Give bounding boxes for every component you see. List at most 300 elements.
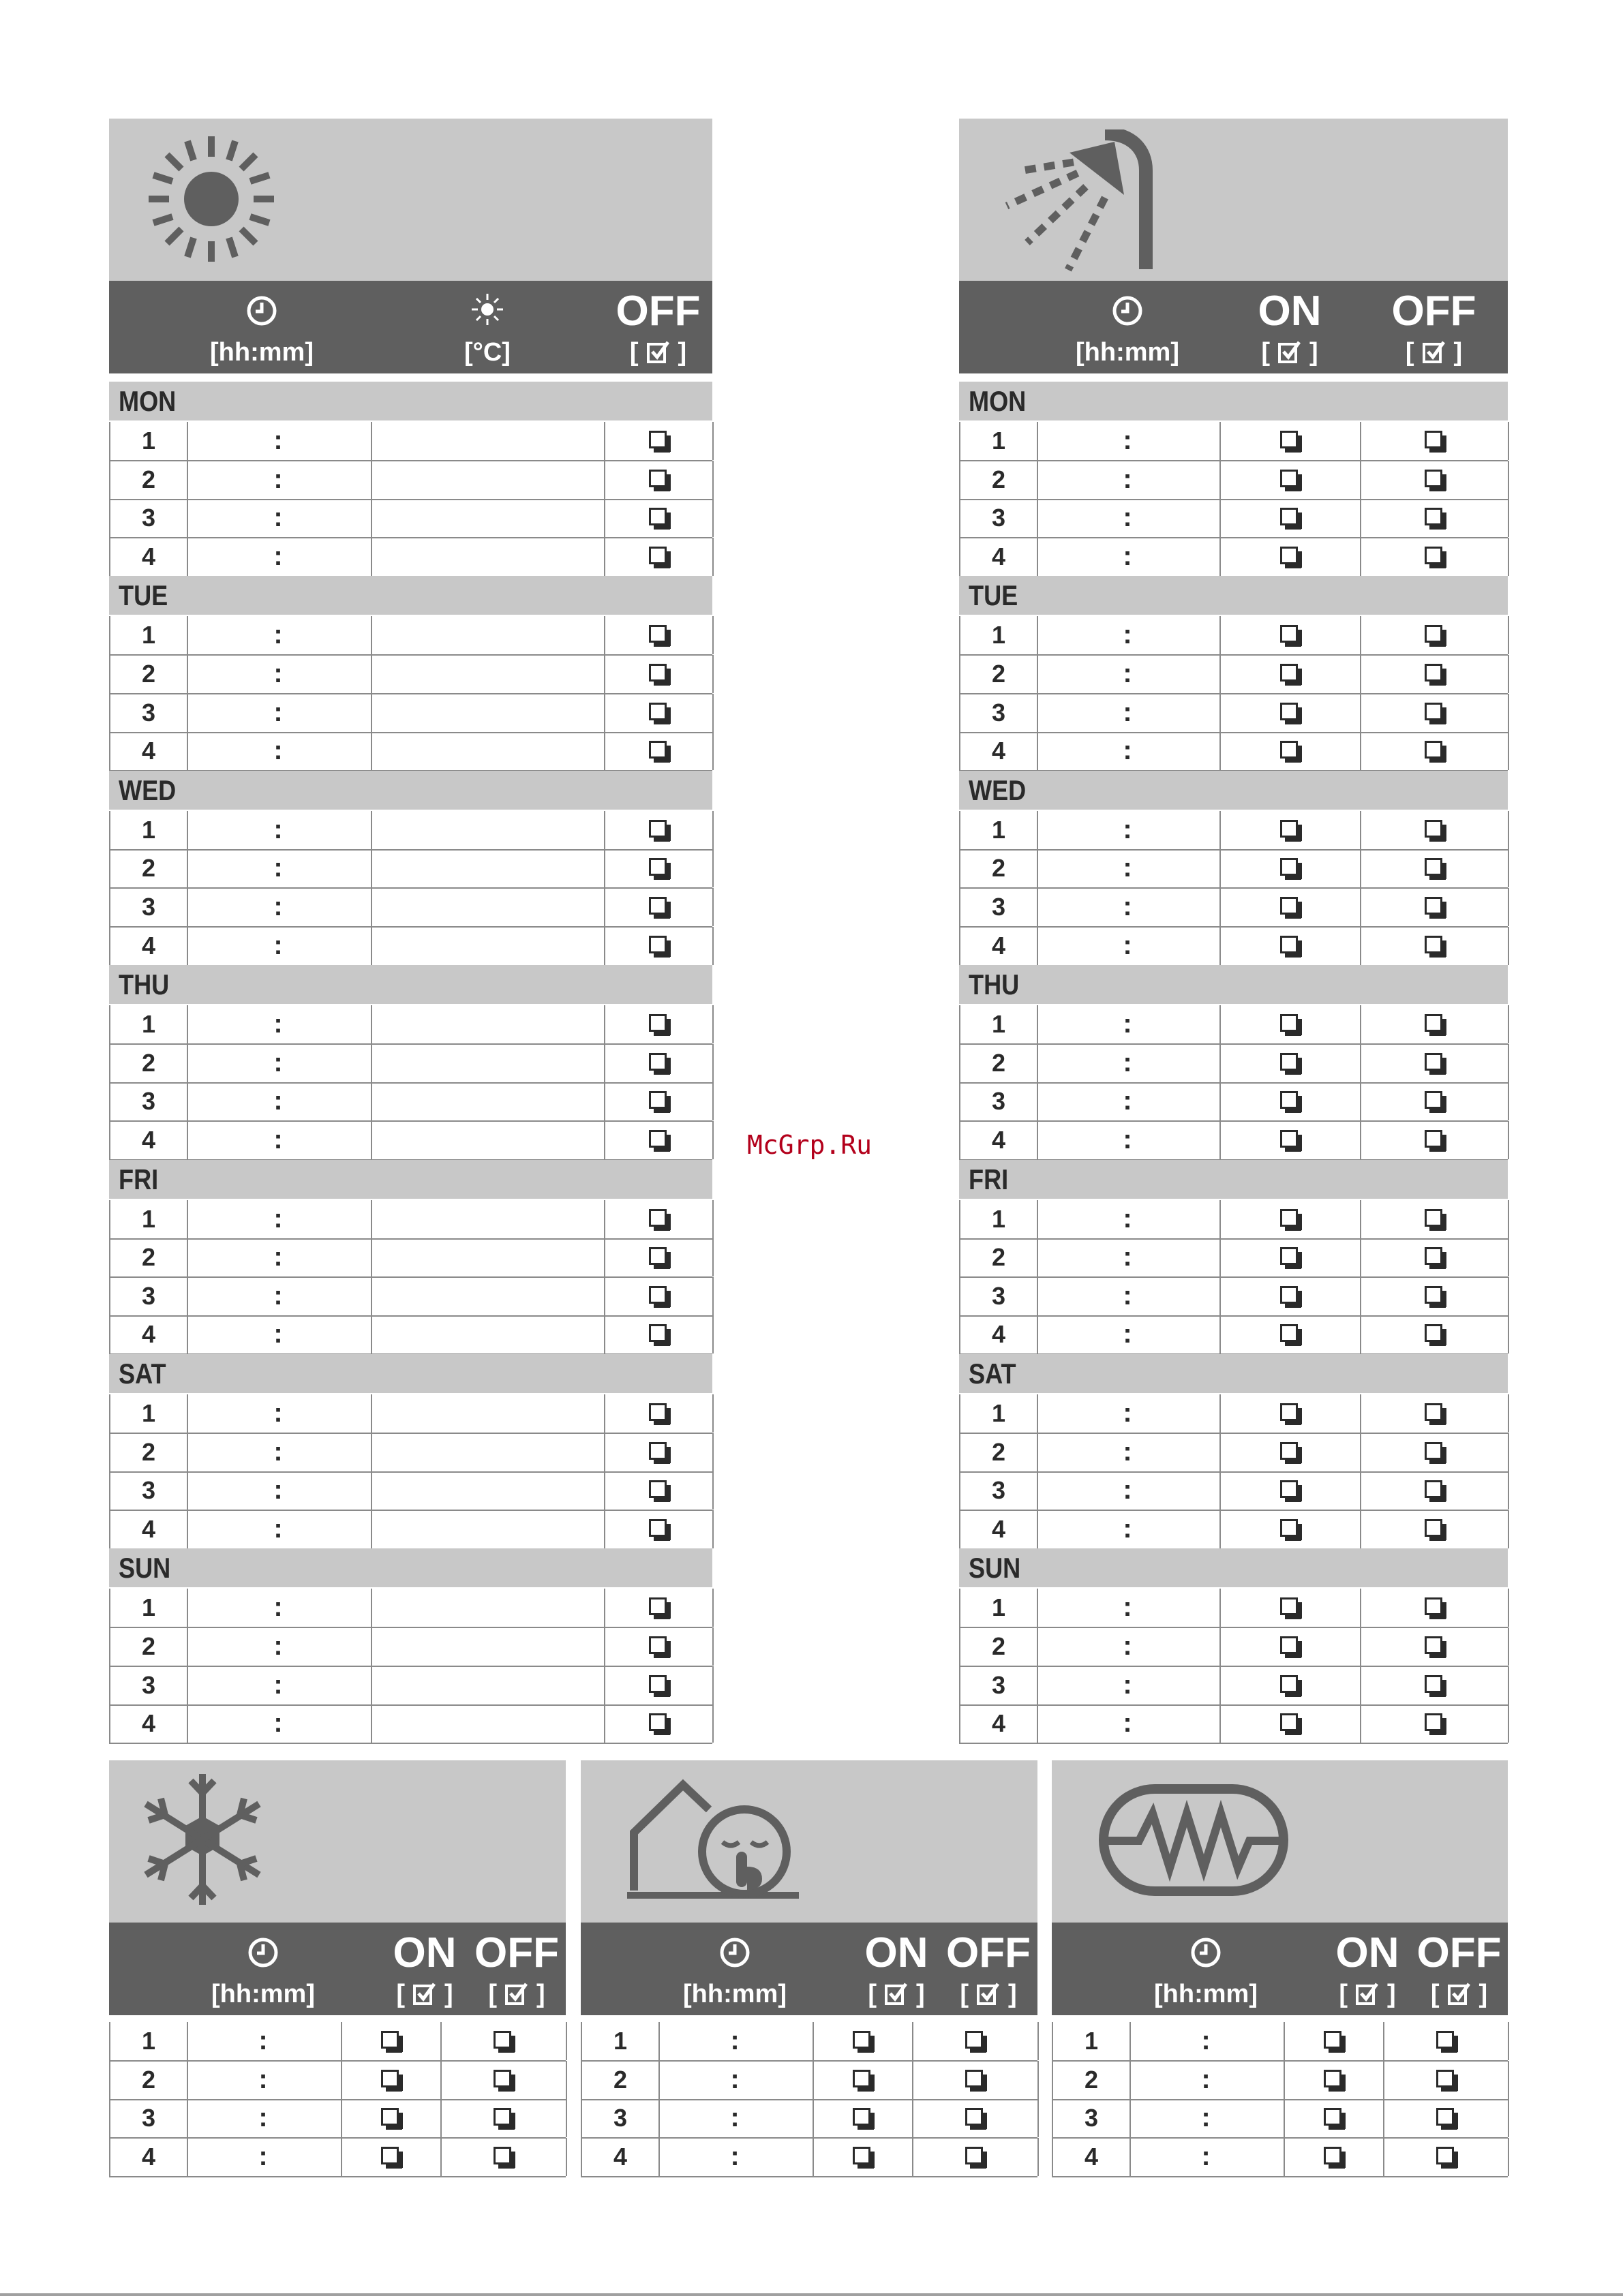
on-cell[interactable]: [813, 2138, 913, 2176]
on-cell[interactable]: [1219, 1666, 1361, 1704]
off-checkbox[interactable]: [1425, 470, 1442, 487]
time-field[interactable]: :: [185, 1704, 372, 1743]
off-cell[interactable]: [604, 1589, 714, 1627]
on-checkbox[interactable]: [1280, 1053, 1298, 1071]
time-field[interactable]: :: [1035, 1238, 1221, 1276]
on-checkbox[interactable]: [1280, 470, 1298, 487]
temperature-field[interactable]: [371, 1510, 605, 1548]
off-checkbox[interactable]: [1436, 2108, 1454, 2126]
off-cell[interactable]: [604, 1510, 714, 1548]
time-field[interactable]: :: [1035, 422, 1221, 460]
off-cell[interactable]: [604, 422, 714, 460]
time-field[interactable]: :: [185, 1121, 372, 1159]
time-field[interactable]: :: [1035, 732, 1221, 770]
on-checkbox[interactable]: [853, 2147, 870, 2164]
temperature-field[interactable]: [371, 1200, 605, 1238]
off-cell[interactable]: [1360, 1666, 1509, 1704]
time-field[interactable]: :: [1035, 1627, 1221, 1666]
off-checkbox[interactable]: [649, 1130, 667, 1148]
on-cell[interactable]: [341, 2099, 442, 2137]
on-checkbox[interactable]: [381, 2147, 399, 2164]
off-cell[interactable]: [1360, 422, 1509, 460]
time-field[interactable]: :: [1035, 1433, 1221, 1471]
off-checkbox[interactable]: [649, 1014, 667, 1032]
temperature-field[interactable]: [371, 1704, 605, 1743]
on-cell[interactable]: [1219, 849, 1361, 887]
off-cell[interactable]: [912, 2061, 1039, 2099]
time-field[interactable]: :: [1035, 694, 1221, 732]
on-checkbox[interactable]: [1280, 1130, 1298, 1148]
off-cell[interactable]: [440, 2138, 567, 2176]
off-checkbox[interactable]: [965, 2147, 983, 2164]
off-checkbox[interactable]: [1425, 1247, 1442, 1265]
off-cell[interactable]: [1360, 888, 1509, 926]
off-cell[interactable]: [1360, 655, 1509, 693]
on-checkbox[interactable]: [1280, 1324, 1298, 1342]
on-cell[interactable]: [1219, 1005, 1361, 1043]
off-checkbox[interactable]: [1425, 1675, 1442, 1693]
off-cell[interactable]: [1360, 811, 1509, 849]
off-checkbox[interactable]: [1425, 1209, 1442, 1227]
off-cell[interactable]: [1360, 1627, 1509, 1666]
off-checkbox[interactable]: [1425, 897, 1442, 915]
time-field[interactable]: :: [185, 1082, 372, 1120]
time-field[interactable]: :: [1035, 1394, 1221, 1433]
off-checkbox[interactable]: [1436, 2031, 1454, 2049]
off-cell[interactable]: [604, 927, 714, 965]
temperature-field[interactable]: [371, 1394, 605, 1433]
on-cell[interactable]: [1219, 1433, 1361, 1471]
time-field[interactable]: :: [1035, 1005, 1221, 1043]
off-cell[interactable]: [604, 811, 714, 849]
temperature-field[interactable]: [371, 655, 605, 693]
time-field[interactable]: :: [185, 1277, 372, 1315]
on-checkbox[interactable]: [1280, 1403, 1298, 1421]
off-checkbox[interactable]: [649, 936, 667, 953]
time-field[interactable]: :: [185, 2022, 342, 2060]
on-checkbox[interactable]: [1280, 1597, 1298, 1615]
off-cell[interactable]: [1360, 1200, 1509, 1238]
temperature-field[interactable]: [371, 849, 605, 887]
temperature-field[interactable]: [371, 1277, 605, 1315]
on-cell[interactable]: [1219, 732, 1361, 770]
time-field[interactable]: :: [185, 888, 372, 926]
temperature-field[interactable]: [371, 1471, 605, 1510]
off-cell[interactable]: [1383, 2099, 1509, 2137]
off-checkbox[interactable]: [649, 1324, 667, 1342]
off-cell[interactable]: [1360, 927, 1509, 965]
off-cell[interactable]: [1360, 1315, 1509, 1353]
off-checkbox[interactable]: [649, 1286, 667, 1304]
on-checkbox[interactable]: [381, 2070, 399, 2087]
time-field[interactable]: :: [657, 2061, 814, 2099]
on-cell[interactable]: [813, 2061, 913, 2099]
on-cell[interactable]: [1284, 2022, 1384, 2060]
time-field[interactable]: :: [1035, 1315, 1221, 1353]
off-cell[interactable]: [604, 538, 714, 576]
off-checkbox[interactable]: [649, 470, 667, 487]
temperature-field[interactable]: [371, 888, 605, 926]
off-checkbox[interactable]: [1425, 858, 1442, 876]
time-field[interactable]: :: [1035, 1510, 1221, 1548]
temperature-field[interactable]: [371, 1121, 605, 1159]
off-cell[interactable]: [1360, 1704, 1509, 1743]
time-field[interactable]: :: [185, 1627, 372, 1666]
off-cell[interactable]: [912, 2022, 1039, 2060]
on-checkbox[interactable]: [1280, 1014, 1298, 1032]
on-cell[interactable]: [1219, 422, 1361, 460]
time-field[interactable]: :: [185, 616, 372, 654]
off-checkbox[interactable]: [1425, 1713, 1442, 1731]
time-field[interactable]: :: [185, 1394, 372, 1433]
time-field[interactable]: :: [1035, 888, 1221, 926]
off-checkbox[interactable]: [649, 508, 667, 525]
off-cell[interactable]: [1383, 2061, 1509, 2099]
off-checkbox[interactable]: [649, 703, 667, 720]
on-checkbox[interactable]: [853, 2070, 870, 2087]
on-cell[interactable]: [1219, 1277, 1361, 1315]
time-field[interactable]: :: [185, 461, 372, 499]
off-cell[interactable]: [1360, 1121, 1509, 1159]
off-cell[interactable]: [604, 655, 714, 693]
off-checkbox[interactable]: [649, 897, 667, 915]
off-checkbox[interactable]: [965, 2070, 983, 2087]
off-checkbox[interactable]: [1425, 431, 1442, 448]
on-cell[interactable]: [1219, 1082, 1361, 1120]
off-cell[interactable]: [604, 1315, 714, 1353]
on-checkbox[interactable]: [1280, 547, 1298, 564]
off-cell[interactable]: [440, 2099, 567, 2137]
off-checkbox[interactable]: [649, 741, 667, 759]
time-field[interactable]: :: [1035, 1277, 1221, 1315]
off-cell[interactable]: [1360, 694, 1509, 732]
off-checkbox[interactable]: [1425, 1091, 1442, 1109]
off-checkbox[interactable]: [1436, 2070, 1454, 2087]
off-cell[interactable]: [604, 1394, 714, 1433]
time-field[interactable]: :: [1035, 1704, 1221, 1743]
on-checkbox[interactable]: [1280, 664, 1298, 682]
time-field[interactable]: :: [1035, 655, 1221, 693]
temperature-field[interactable]: [371, 811, 605, 849]
off-cell[interactable]: [604, 1666, 714, 1704]
off-checkbox[interactable]: [649, 1442, 667, 1460]
off-cell[interactable]: [1360, 616, 1509, 654]
off-checkbox[interactable]: [1425, 1053, 1442, 1071]
time-field[interactable]: :: [1035, 1121, 1221, 1159]
on-checkbox[interactable]: [853, 2031, 870, 2049]
off-cell[interactable]: [604, 1433, 714, 1471]
off-checkbox[interactable]: [1425, 508, 1442, 525]
on-cell[interactable]: [1219, 616, 1361, 654]
on-cell[interactable]: [1219, 1704, 1361, 1743]
on-cell[interactable]: [1219, 927, 1361, 965]
off-checkbox[interactable]: [649, 547, 667, 564]
off-cell[interactable]: [1360, 1510, 1509, 1548]
off-cell[interactable]: [604, 1005, 714, 1043]
off-checkbox[interactable]: [965, 2108, 983, 2126]
on-checkbox[interactable]: [381, 2031, 399, 2049]
time-field[interactable]: :: [185, 1238, 372, 1276]
off-cell[interactable]: [604, 694, 714, 732]
on-cell[interactable]: [1284, 2099, 1384, 2137]
off-cell[interactable]: [1360, 499, 1509, 537]
off-cell[interactable]: [604, 849, 714, 887]
off-checkbox[interactable]: [1425, 1480, 1442, 1498]
time-field[interactable]: :: [657, 2099, 814, 2137]
on-checkbox[interactable]: [1280, 1091, 1298, 1109]
time-field[interactable]: :: [1035, 538, 1221, 576]
temperature-field[interactable]: [371, 1082, 605, 1120]
on-cell[interactable]: [1219, 1627, 1361, 1666]
on-cell[interactable]: [1219, 1315, 1361, 1353]
off-checkbox[interactable]: [649, 1091, 667, 1109]
on-cell[interactable]: [341, 2138, 442, 2176]
time-field[interactable]: :: [185, 694, 372, 732]
temperature-field[interactable]: [371, 1627, 605, 1666]
on-cell[interactable]: [813, 2099, 913, 2137]
on-cell[interactable]: [1219, 1121, 1361, 1159]
off-checkbox[interactable]: [1425, 936, 1442, 953]
temperature-field[interactable]: [371, 1666, 605, 1704]
off-checkbox[interactable]: [1425, 547, 1442, 564]
off-cell[interactable]: [440, 2022, 567, 2060]
off-cell[interactable]: [1360, 1005, 1509, 1043]
temperature-field[interactable]: [371, 732, 605, 770]
on-checkbox[interactable]: [1280, 1713, 1298, 1731]
temperature-field[interactable]: [371, 1589, 605, 1627]
time-field[interactable]: :: [1035, 1666, 1221, 1704]
off-cell[interactable]: [604, 1238, 714, 1276]
off-checkbox[interactable]: [649, 1480, 667, 1498]
temperature-field[interactable]: [371, 461, 605, 499]
on-checkbox[interactable]: [1280, 820, 1298, 838]
off-checkbox[interactable]: [649, 1247, 667, 1265]
on-cell[interactable]: [1219, 1394, 1361, 1433]
on-cell[interactable]: [1219, 1510, 1361, 1548]
off-checkbox[interactable]: [649, 431, 667, 448]
off-cell[interactable]: [604, 1082, 714, 1120]
off-cell[interactable]: [440, 2061, 567, 2099]
on-checkbox[interactable]: [1280, 1442, 1298, 1460]
time-field[interactable]: :: [185, 1005, 372, 1043]
off-cell[interactable]: [1360, 1471, 1509, 1510]
time-field[interactable]: :: [1035, 1200, 1221, 1238]
time-field[interactable]: :: [185, 2138, 342, 2176]
time-field[interactable]: :: [185, 927, 372, 965]
temperature-field[interactable]: [371, 422, 605, 460]
time-field[interactable]: :: [185, 1510, 372, 1548]
off-cell[interactable]: [1383, 2138, 1509, 2176]
off-checkbox[interactable]: [649, 1209, 667, 1227]
time-field[interactable]: :: [657, 2022, 814, 2060]
off-checkbox[interactable]: [649, 1636, 667, 1654]
off-checkbox[interactable]: [649, 625, 667, 643]
off-checkbox[interactable]: [1425, 664, 1442, 682]
off-cell[interactable]: [1383, 2022, 1509, 2060]
on-checkbox[interactable]: [381, 2108, 399, 2126]
off-checkbox[interactable]: [1425, 820, 1442, 838]
on-cell[interactable]: [1219, 499, 1361, 537]
off-cell[interactable]: [1360, 538, 1509, 576]
off-checkbox[interactable]: [1436, 2147, 1454, 2164]
on-cell[interactable]: [1284, 2061, 1384, 2099]
time-field[interactable]: :: [1035, 811, 1221, 849]
off-cell[interactable]: [1360, 1394, 1509, 1433]
off-cell[interactable]: [1360, 1044, 1509, 1082]
off-checkbox[interactable]: [494, 2108, 511, 2126]
off-checkbox[interactable]: [649, 1403, 667, 1421]
off-cell[interactable]: [1360, 1238, 1509, 1276]
on-cell[interactable]: [1219, 1589, 1361, 1627]
on-checkbox[interactable]: [1324, 2108, 1341, 2126]
on-checkbox[interactable]: [1280, 1636, 1298, 1654]
off-cell[interactable]: [1360, 849, 1509, 887]
on-cell[interactable]: [813, 2022, 913, 2060]
time-field[interactable]: :: [185, 1589, 372, 1627]
off-checkbox[interactable]: [649, 1519, 667, 1537]
on-checkbox[interactable]: [1280, 1247, 1298, 1265]
off-cell[interactable]: [604, 1471, 714, 1510]
off-checkbox[interactable]: [1425, 703, 1442, 720]
off-checkbox[interactable]: [1425, 1014, 1442, 1032]
on-cell[interactable]: [341, 2022, 442, 2060]
off-checkbox[interactable]: [1425, 1286, 1442, 1304]
on-checkbox[interactable]: [1280, 741, 1298, 759]
off-cell[interactable]: [1360, 1082, 1509, 1120]
on-cell[interactable]: [1219, 888, 1361, 926]
off-checkbox[interactable]: [649, 858, 667, 876]
on-cell[interactable]: [1219, 811, 1361, 849]
off-cell[interactable]: [1360, 1589, 1509, 1627]
time-field[interactable]: :: [185, 1315, 372, 1353]
temperature-field[interactable]: [371, 499, 605, 537]
off-cell[interactable]: [604, 499, 714, 537]
time-field[interactable]: :: [185, 2099, 342, 2137]
time-field[interactable]: :: [185, 2061, 342, 2099]
on-checkbox[interactable]: [1280, 1209, 1298, 1227]
time-field[interactable]: :: [1035, 616, 1221, 654]
time-field[interactable]: :: [1128, 2138, 1285, 2176]
time-field[interactable]: :: [1128, 2061, 1285, 2099]
off-cell[interactable]: [604, 1200, 714, 1238]
time-field[interactable]: :: [1035, 1044, 1221, 1082]
time-field[interactable]: :: [185, 499, 372, 537]
off-cell[interactable]: [604, 616, 714, 654]
on-checkbox[interactable]: [1280, 897, 1298, 915]
time-field[interactable]: :: [657, 2138, 814, 2176]
time-field[interactable]: :: [185, 1471, 372, 1510]
time-field[interactable]: :: [1128, 2099, 1285, 2137]
off-cell[interactable]: [1360, 1277, 1509, 1315]
off-cell[interactable]: [912, 2099, 1039, 2137]
off-cell[interactable]: [604, 1704, 714, 1743]
on-checkbox[interactable]: [1280, 1519, 1298, 1537]
off-cell[interactable]: [912, 2138, 1039, 2176]
on-cell[interactable]: [1219, 1238, 1361, 1276]
on-checkbox[interactable]: [1280, 625, 1298, 643]
time-field[interactable]: :: [1035, 1471, 1221, 1510]
time-field[interactable]: :: [185, 732, 372, 770]
off-checkbox[interactable]: [494, 2031, 511, 2049]
off-cell[interactable]: [604, 1277, 714, 1315]
time-field[interactable]: :: [1035, 461, 1221, 499]
time-field[interactable]: :: [185, 655, 372, 693]
off-cell[interactable]: [604, 732, 714, 770]
time-field[interactable]: :: [185, 538, 372, 576]
on-cell[interactable]: [1219, 461, 1361, 499]
time-field[interactable]: :: [185, 849, 372, 887]
time-field[interactable]: :: [185, 811, 372, 849]
on-cell[interactable]: [1219, 538, 1361, 576]
off-checkbox[interactable]: [649, 1597, 667, 1615]
time-field[interactable]: :: [1035, 1589, 1221, 1627]
on-checkbox[interactable]: [1280, 703, 1298, 720]
time-field[interactable]: :: [185, 1666, 372, 1704]
off-checkbox[interactable]: [494, 2070, 511, 2087]
off-checkbox[interactable]: [649, 1675, 667, 1693]
on-checkbox[interactable]: [1324, 2070, 1341, 2087]
off-checkbox[interactable]: [1425, 1442, 1442, 1460]
temperature-field[interactable]: [371, 927, 605, 965]
off-cell[interactable]: [1360, 732, 1509, 770]
time-field[interactable]: :: [185, 1200, 372, 1238]
off-checkbox[interactable]: [1425, 1324, 1442, 1342]
off-cell[interactable]: [604, 461, 714, 499]
on-checkbox[interactable]: [853, 2108, 870, 2126]
off-cell[interactable]: [604, 1121, 714, 1159]
off-checkbox[interactable]: [1425, 1403, 1442, 1421]
on-cell[interactable]: [1219, 1200, 1361, 1238]
on-checkbox[interactable]: [1280, 936, 1298, 953]
off-checkbox[interactable]: [1425, 1597, 1442, 1615]
off-cell[interactable]: [604, 1627, 714, 1666]
on-checkbox[interactable]: [1280, 508, 1298, 525]
off-checkbox[interactable]: [649, 820, 667, 838]
off-checkbox[interactable]: [494, 2147, 511, 2164]
off-checkbox[interactable]: [1425, 1130, 1442, 1148]
temperature-field[interactable]: [371, 1044, 605, 1082]
on-cell[interactable]: [1219, 694, 1361, 732]
off-checkbox[interactable]: [1425, 625, 1442, 643]
temperature-field[interactable]: [371, 616, 605, 654]
on-checkbox[interactable]: [1280, 1480, 1298, 1498]
temperature-field[interactable]: [371, 1315, 605, 1353]
time-field[interactable]: :: [185, 422, 372, 460]
on-checkbox[interactable]: [1324, 2147, 1341, 2164]
time-field[interactable]: :: [1035, 499, 1221, 537]
time-field[interactable]: :: [1128, 2022, 1285, 2060]
temperature-field[interactable]: [371, 694, 605, 732]
on-checkbox[interactable]: [1280, 431, 1298, 448]
temperature-field[interactable]: [371, 1433, 605, 1471]
off-cell[interactable]: [1360, 461, 1509, 499]
time-field[interactable]: :: [1035, 927, 1221, 965]
on-checkbox[interactable]: [1280, 1286, 1298, 1304]
time-field[interactable]: :: [1035, 1082, 1221, 1120]
off-checkbox[interactable]: [649, 1713, 667, 1731]
off-checkbox[interactable]: [965, 2031, 983, 2049]
time-field[interactable]: :: [1035, 849, 1221, 887]
on-cell[interactable]: [341, 2061, 442, 2099]
on-checkbox[interactable]: [1280, 1675, 1298, 1693]
off-checkbox[interactable]: [1425, 1636, 1442, 1654]
on-checkbox[interactable]: [1280, 858, 1298, 876]
time-field[interactable]: :: [185, 1433, 372, 1471]
on-cell[interactable]: [1219, 655, 1361, 693]
off-checkbox[interactable]: [649, 1053, 667, 1071]
off-checkbox[interactable]: [1425, 741, 1442, 759]
off-cell[interactable]: [604, 888, 714, 926]
